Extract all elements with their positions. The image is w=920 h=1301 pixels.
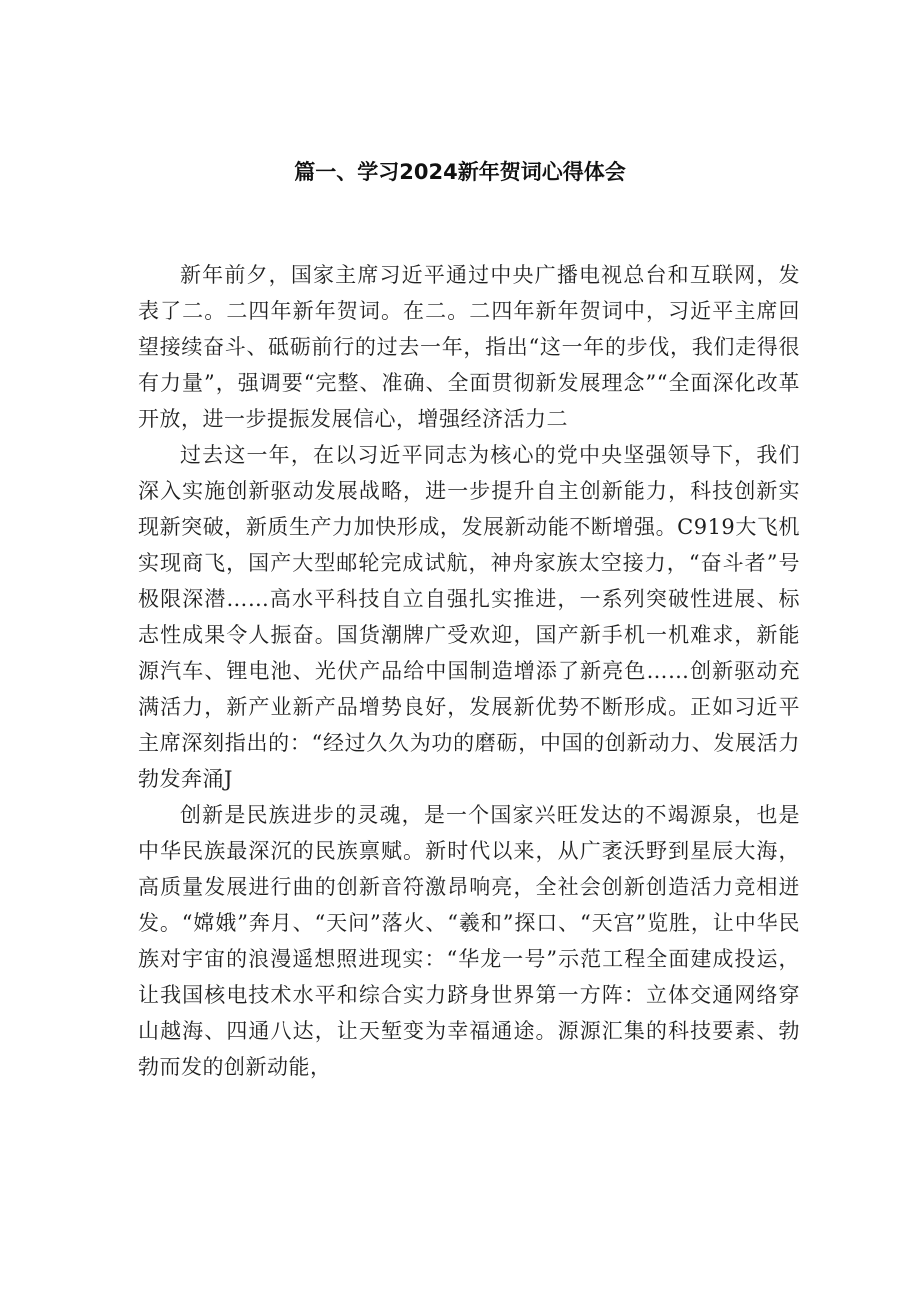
paragraph-2: 过去这一年，在以习近平同志为核心的党中央坚强领导下，我们深入实施创新驱动发展战略，进一步提升自主创新能力，科技创新实现新突破，新质生产力加快形成，发展新动能不断增强。C919大飞机实现商飞，国产大型邮轮完成试航，神舟家族太空接力，“奋斗者”号极限深潜……高水平科技自立自强扎实推进，一系列突破性进展、标志性成果令人振奋。国货潮牌广受欢迎，国产新手机一机难求，新能源汽车、锂电池、光伏产品给中国制造增添了新亮色……创新驱动充满活力，新产业新产品增势良好，发展新优势不断形成。正如习近平主席深刻指出的：“经过久久为功的磨砺，中国的创新动力、发展活力勃发奔涌J xyxy=(138,443,800,791)
document-body xyxy=(138,257,800,1085)
document-title: 篇一、学习2024新年贺词心得体会 xyxy=(294,160,626,184)
paragraph-3: 创新是民族进步的灵魂，是一个国家兴旺发达的不竭源泉，也是中华民族最深沉的民族禀赋。新时代以来，从广袤沃野到星辰大海，高质量发展进行曲的创新音符激昂响亮，全社会创新创造活力竞相迸发。“嫦娥”奔月、“天问”落火、“羲和”探口、“天宫”览胜，让中华民族对宇宙的浪漫遥想照进现实：“华龙一号”示范工程全面建成投运，让我国核电技术水平和综合实力跻身世界第一方阵：立体交通网络穿山越海、四通八达，让天堑变为幸福通途。源源汇集的科技要素、勃勃而发的创新动能， xyxy=(138,803,800,1079)
paragraph-1: 新年前夕，国家主席习近平通过中央广播电视总台和互联网，发表了二。二四年新年贺词。在二。二四年新年贺词中，习近平主席回望接续奋斗、砥砺前行的过去一年，指出“这一年的步伐，我们走得很有力量”，强调要“完整、准确、全面贯彻新发展理念”“全面深化改革开放，进一步提振发展信心，增强经济活力二 xyxy=(138,263,800,431)
